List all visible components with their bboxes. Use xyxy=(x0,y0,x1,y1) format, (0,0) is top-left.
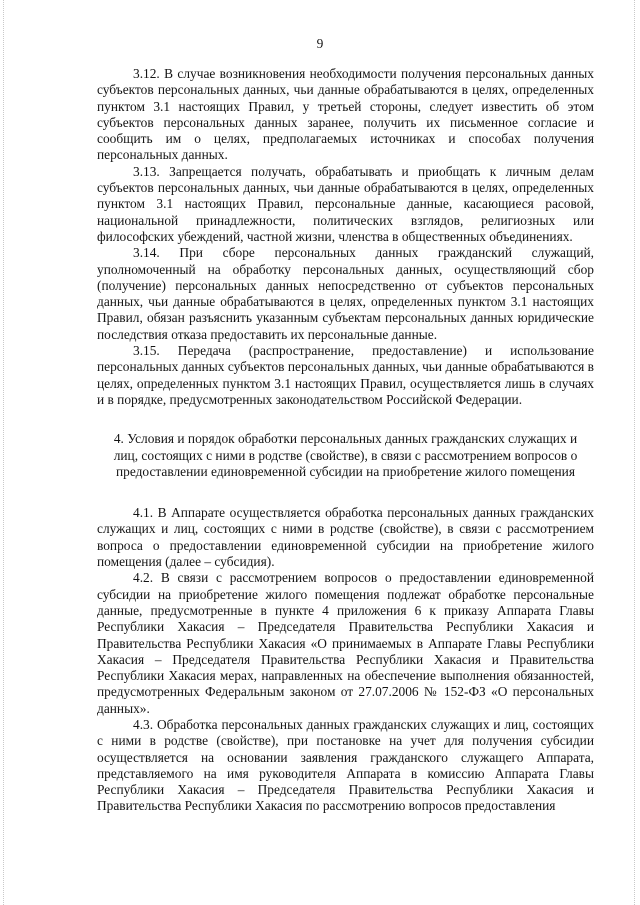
paragraph-3-13: 3.13. Запрещается получать, обрабатывать и приобщать к личным делам субъектов персональных данных, чьи данные обрабатываются в целях, определенных пунктом 3.1 настоящих Правил, персональные данные, касающиеся расовой, национальной принадлежности, политических взглядов, религиозных или философских убеждений, частной жизни, членства в общественных объединениях. xyxy=(97,163,594,244)
paragraph-3-15: 3.15. Передача (распространение, предоставление) и использование персональных данных субъектов персональных данных, чьи данные обрабатываются в целях, определенных пунктом 3.1 настоящих Правил, осуществляется лишь в случаях и в порядке, предусмотренных законодательством Российской Федерации. xyxy=(97,343,594,407)
paragraph-3-12: 3.12. В случае возникновения необходимости получения персональных данных субъектов персональных данных, чьи данные обрабатываются в целях, определенных пунктом 3.1 настоящих Правил, у третьей стороны, следует известить об этом субъектов персональных данных заранее, получить их письменное согласие и сообщить им о целях, предполагаемых источниках и способах получения персональных данных. xyxy=(97,66,594,163)
page-number: 9 xyxy=(316,36,324,51)
spacer xyxy=(97,480,594,505)
paragraph-4-3: 4.3. Обработка персональных данных гражданских служащих и лиц, состоящих с ними в родстве (свойстве), при постановке на учет для получения субсидии осуществляется на основании заявления гражданского служащего Аппарата, представляемого на имя руководителя Аппарата в комиссию Аппарата Главы Республики Хакасия – Председателя Правительства Республики Хакасия и Правительства Республики Хакасия по рассмотрению вопросов предоставления xyxy=(97,716,594,814)
scan-edge-right xyxy=(634,0,635,905)
document-body xyxy=(97,66,594,815)
spacer xyxy=(97,408,594,431)
paragraph-4-2: 4.2. В связи с рассмотрением вопросов о предоставлении единовременной субсидии на приобретение жилого помещения подлежат обработке персональные данные, предусмотренные в пункте 4 приложения 6 к приказу Аппарата Главы Республики Хакасия – Председателя Правительства Республики Хакасия и Правительства Республики Хакасия «О принимаемых в Аппарате Главы Республики Хакасия – Председателя Правительства Республики Хакасия и Правительства Республики Хакасия мерах, направленных на обеспечение выполнения обязанностей, предусмотренных Федеральным законом от 27.07.2006 № 152-ФЗ «О персональных данных». xyxy=(97,570,594,716)
scan-edge-left xyxy=(3,0,4,905)
section-heading: 4. Условия и порядок обработки персональных данных гражданских служащих и лиц, состоящих с ними в родстве (свойстве), в связи с рассмотрением вопросов о предоставлении единовременной субсидии на приобретение жилого помещения xyxy=(113,431,578,479)
paragraph-3-14: 3.14. При сборе персональных данных гражданский служащий, уполномоченный на обработку персональных данных, осуществляющий сбор (получение) персональных данных непосредственно от субъектов персональных данных, чьи данные обрабатываются в целях, определенных пунктом 3.1 настоящих Правил, обязан разъяснить указанным субъектам персональных данных юридические последствия отказа предоставить их персональные данные. xyxy=(97,245,594,342)
paragraph-4-1: 4.1. В Аппарате осуществляется обработка персональных данных гражданских служащих и лиц, состоящих с ними в родстве (свойстве), в связи с рассмотрением вопроса о предоставлении единовременной субсидии на приобретение жилого помещения (далее – субсидия). xyxy=(97,505,594,570)
